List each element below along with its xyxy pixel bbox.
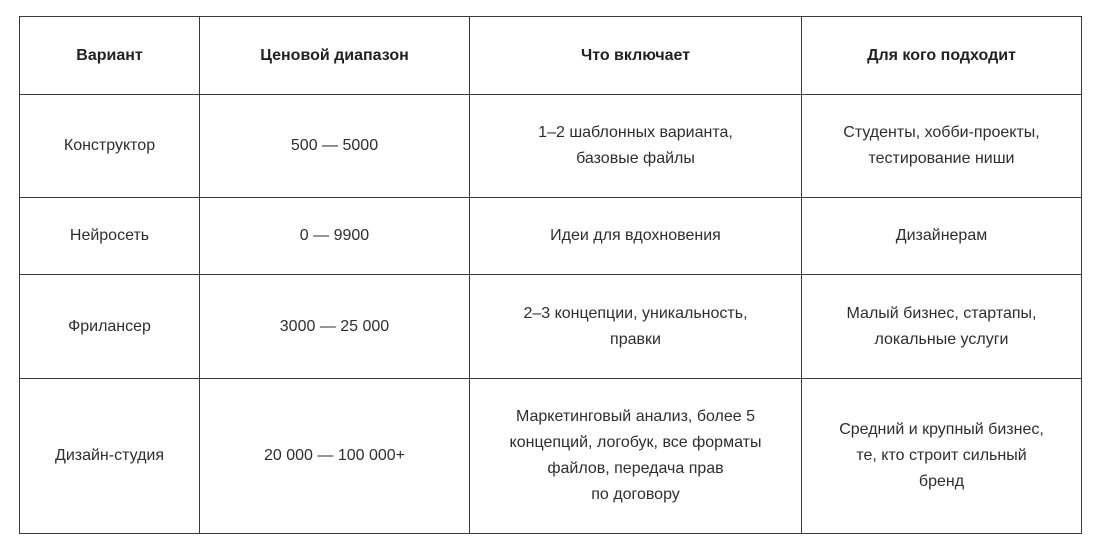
cell-audience <box>802 198 1082 275</box>
cell-text-line: 1–2 шаблонных варианта, <box>538 124 733 141</box>
cell-audience <box>802 379 1082 534</box>
cell-includes <box>470 95 802 198</box>
cell-price: 3000 — 25 000 <box>200 275 470 379</box>
cell-variant: Конструктор <box>20 95 200 198</box>
cell-price: 0 — 9900 <box>200 198 470 275</box>
header-variant: Вариант <box>20 17 200 95</box>
cell-text-line: Маркетинговый анализ, более 5 <box>515 408 756 425</box>
cell-text-line: Дизайнерам <box>895 227 988 244</box>
cell-text-line: Средний и крупный бизнес, <box>839 421 1044 438</box>
table-row <box>20 95 1082 198</box>
table-row <box>20 198 1082 275</box>
cell-text-line: Малый бизнес, стартапы, <box>846 304 1037 322</box>
cell-includes <box>470 275 802 379</box>
table-header-row <box>20 17 1082 95</box>
pricing-comparison-table <box>19 16 1082 534</box>
cell-text-line: Студенты, хобби-проекты, <box>843 124 1040 141</box>
cell-variant: Нейросеть <box>20 198 200 275</box>
cell-text-line: 2–3 концепции, уникальность, <box>523 304 748 322</box>
cell-includes <box>470 198 802 275</box>
table-row <box>20 379 1082 534</box>
cell-text-line: локальные услуги <box>874 330 1009 348</box>
cell-text-line: концепций, логобук, все форматы <box>509 434 762 451</box>
cell-price: 500 — 5000 <box>200 95 470 198</box>
cell-text-line: бренд <box>918 473 965 490</box>
cell-text-line: те, кто строит сильный <box>856 447 1027 464</box>
cell-text-line: базовые файлы <box>576 150 695 167</box>
cell-text-line: тестирование ниши <box>868 150 1015 167</box>
cell-text-line: Идеи для вдохновения <box>550 227 721 244</box>
cell-variant: Дизайн-студия <box>20 379 200 534</box>
cell-includes <box>470 379 802 534</box>
cell-variant: Фрилансер <box>20 275 200 379</box>
cell-text-line: файлов, передача прав <box>547 460 724 477</box>
table-row <box>20 275 1082 379</box>
cell-price: 20 000 — 100 000+ <box>200 379 470 534</box>
header-price-range: Ценовой диапазон <box>200 17 470 95</box>
header-includes: Что включает <box>470 17 802 95</box>
cell-audience <box>802 95 1082 198</box>
cell-text-line: правки <box>610 330 661 348</box>
cell-audience <box>802 275 1082 379</box>
header-audience: Для кого подходит <box>802 17 1082 95</box>
cell-text-line: по договору <box>591 486 680 503</box>
